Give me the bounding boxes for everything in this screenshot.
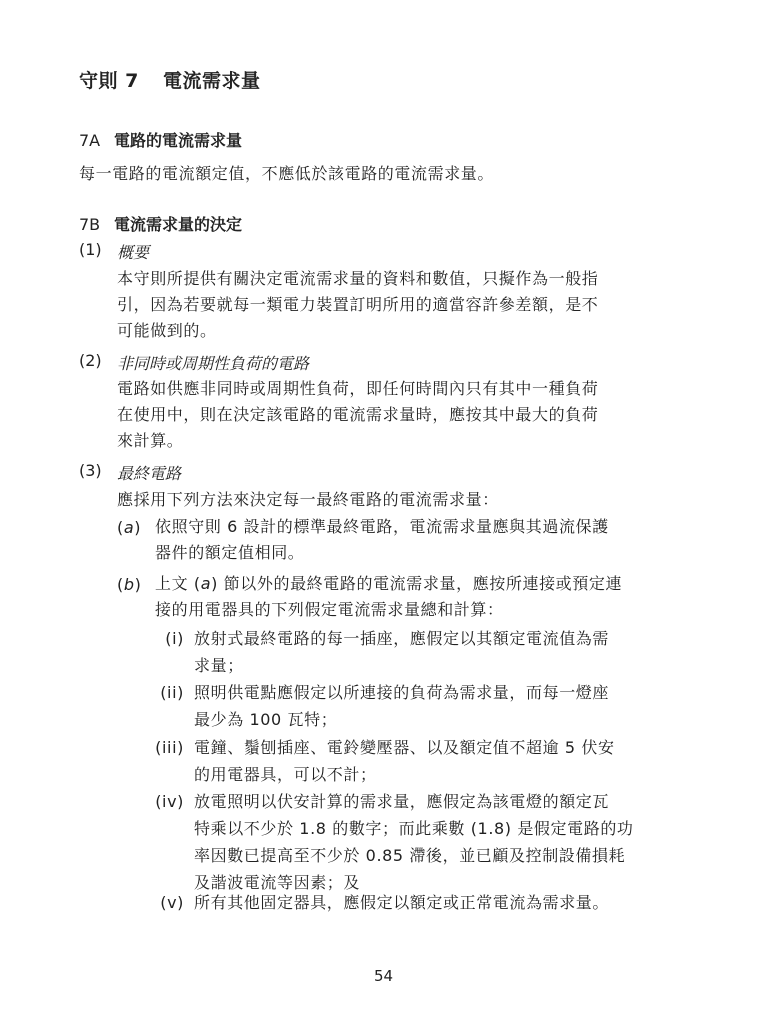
item-title: 最終電路 [117,464,182,483]
paragraph-line: 所有其他固定器具，應假定以額定或正常電流為需求量。 [194,893,610,912]
paragraph-line: 接的用電器具的下列假定電流需求量總和計算： [155,600,504,619]
paragraph-line: 最少為 100 瓦特； [194,710,338,729]
item-title: 非同時或周期性負荷的電路 [117,354,310,373]
section-7a-heading [79,128,242,151]
rule-number: 守則 7 [79,70,139,92]
section-7b-heading [79,212,242,235]
subitem-a-label: (a) [117,518,142,537]
subitem-a-text [155,514,609,566]
item-2-paragraph [117,376,598,454]
roman-label: (iii) [155,738,184,757]
roman-item-iv [154,788,714,898]
section-7a-text: 每一電路的電流額定值，不應低於該電路的電流需求量。 [79,164,495,183]
paragraph-line: 在使用中，則在決定該電路的電流需求量時，應按其中最大的負荷 [117,405,599,424]
paragraph-line: 電鐘、鬚刨插座、電鈴變壓器、以及額定值不超逾 5 伏安 [194,738,615,757]
paragraph-line: 依照守則 6 設計的標準最終電路，電流需求量應與其過流保護 [155,517,609,536]
roman-item-i [154,625,714,681]
section-code: 7A [79,131,101,150]
roman-item-v [154,889,714,919]
paragraph-line: 特乘以不少於 1.8 的數字；而此乘數 (1.8) 是假定電路的功 [194,819,634,838]
item-title: 概要 [117,243,150,262]
paragraph-line: 求量； [194,656,244,675]
item-number: (1) [79,240,102,259]
paragraph-line: 放射式最終電路的每一插座，應假定以其額定電流值為需 [194,629,610,648]
page-number: 54 [374,967,394,985]
roman-label: (v) [160,893,184,912]
rule-title: 電流需求量 [163,70,261,92]
paragraph-line: 及諧波電流等因素；及 [194,873,361,892]
paragraph-line: 器件的額定值相同。 [155,543,305,562]
section-heading: 電流需求量的決定 [114,215,243,234]
page-title [79,66,261,93]
paragraph-line: 引，因為若要就每一類電力裝置訂明所用的適當容許參差額，是不 [117,295,599,314]
item-number: (2) [79,351,102,370]
section-code: 7B [79,215,101,234]
paragraph-line: 來計算。 [117,431,184,450]
paragraph-line: 本守則所提供有關決定電流需求量的資料和數值，只擬作為一般指 [117,269,599,288]
item-1-paragraph [117,266,598,344]
section-heading: 電路的電流需求量 [114,131,243,150]
paragraph-line: 可能做到的。 [117,321,217,340]
paragraph-line: 電路如供應非同時或周期性負荷，即任何時間內只有其中一種負荷 [117,379,599,398]
roman-label: (i) [165,629,184,648]
subitem-b-label: (b) [117,575,142,594]
item-3-intro: 應採用下列方法來決定每一最終電路的電流需求量： [117,490,499,509]
paragraph-line: 照明供電點應假定以所連接的負荷為需求量，而每一燈座 [194,683,610,702]
paragraph-line: 率因數已提高至不少於 0.85 滯後，並已顧及控制設備損耗 [194,846,626,865]
item-number: (3) [79,461,102,480]
roman-item-iii [154,734,714,790]
roman-item-ii [154,679,714,735]
paragraph-line: 上文 (a) 節以外的最終電路的電流需求量，應按所連接或預定連 [155,574,623,593]
paragraph-line: 放電照明以伏安計算的需求量，應假定為該電燈的額定瓦 [194,792,610,811]
roman-label: (ii) [160,683,184,702]
paragraph-line: 的用電器具，可以不計； [194,765,377,784]
subitem-b-text [155,571,622,623]
roman-label: (iv) [155,792,184,811]
